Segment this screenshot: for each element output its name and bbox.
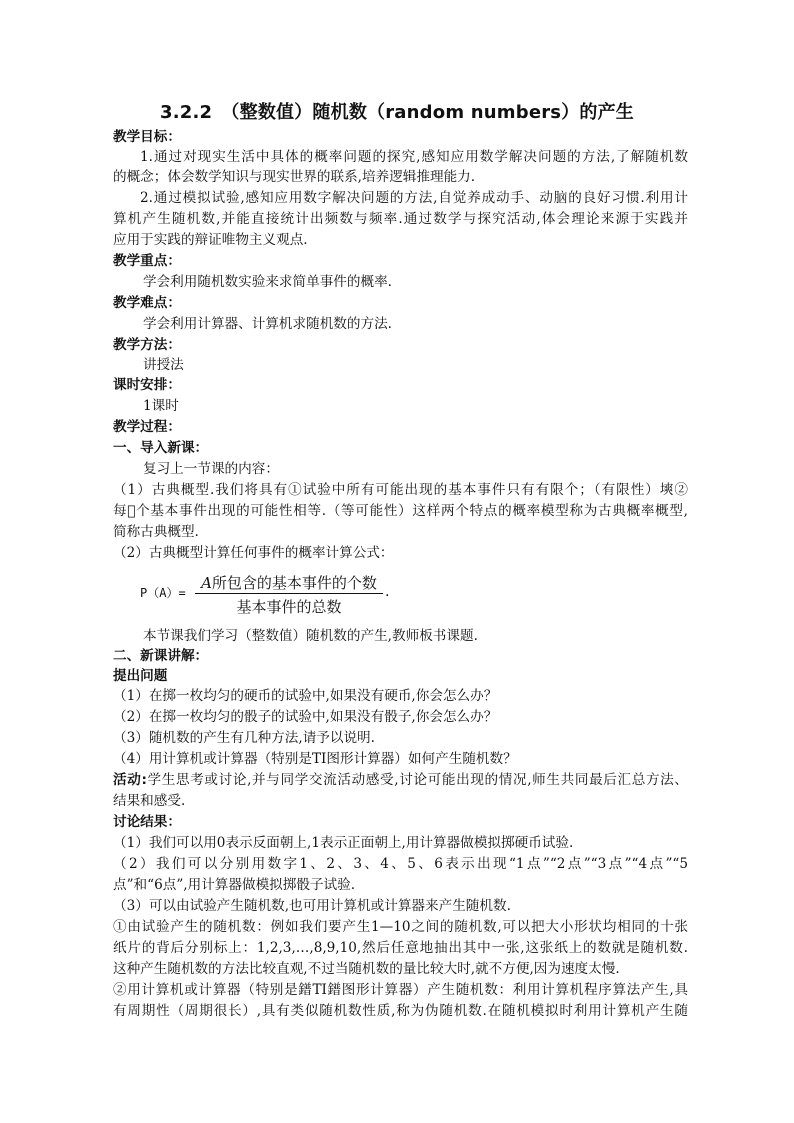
result-3: （3）可以由试验产生随机数,也可用计算机或计算器来产生随机数. xyxy=(113,898,511,914)
example-1c: 这种产生随机数的方法比较直观,不过当随机数的量比较大时,就不方便,因为速度太慢. xyxy=(113,961,620,977)
question-1: （1）在掷一枚均匀的硬币的试验中,如果没有硬币,你会怎么办？ xyxy=(113,688,498,704)
intro-heading: 一、导入新课： xyxy=(113,440,209,456)
result-1: （1）我们可以用0表示反面朝上,1表示正面朝上,用计算器做模拟掷硬币试验. xyxy=(113,835,574,851)
method-heading: 教学方法： xyxy=(113,337,181,353)
question-2: （2）在掷一枚均匀的骰子的试验中,如果没有骰子,你会怎么办？ xyxy=(113,709,498,725)
activity-text-a: 学生思考或讨论,并与同学交流活动感受,讨论可能出现的情况,师生共同最后汇总方法、 xyxy=(146,772,688,788)
example-1a: ①由试验产生的随机数：例如我们要产生1—10之间的随机数,可以把大小形状均相同的十张 xyxy=(113,919,688,935)
example-2b: 有周期性（周期很长）,具有类似随机数性质,称为伪随机数.在随机模拟时利用计算机产生随 xyxy=(113,1003,688,1019)
review-1a: （1）古典概型.我们将具有①试验中所有可能出现的基本事件只有有限个；（有限性）塽② xyxy=(113,482,688,498)
formula-lhs: P（A）= xyxy=(140,586,186,600)
goal-text-1b: 的概念；体会数学知识与现实世界的联系,培养逻辑推理能力. xyxy=(113,169,476,185)
new-lesson-heading: 二、新课讲解： xyxy=(113,648,209,664)
hours-text: 1课时 xyxy=(143,398,179,414)
activity-text-b: 结果和感受. xyxy=(113,793,186,809)
review-text: 复习上一节课的内容： xyxy=(143,461,279,477)
results-heading: 讨论结果： xyxy=(113,814,181,830)
goal-text-2a: 2.通过模拟试验,感知应用数字解决问题的方法,自觉养成动手、动脑的良好习惯.利用计 xyxy=(140,190,688,206)
goal-heading: 教学目标： xyxy=(113,129,181,145)
question-heading: 提出问题 xyxy=(113,668,168,684)
result-2b: 点”和“6点”,用计算器做模拟掷骰子试验. xyxy=(113,877,356,893)
question-4: （4）用计算机或计算器（特别是TI图形计算器）如何产生随机数？ xyxy=(113,751,517,767)
result-2a: （2）我们可以分别用数字1、2、3、4、5、6表示出现“1点”“2点”“3点”“4点”“5 xyxy=(113,856,688,872)
key-text: 学会利用随机数实验来求简单事件的概率. xyxy=(143,274,393,290)
intro-end: 本节课我们学习（整数值）随机数的产生,教师板书课题. xyxy=(143,628,478,644)
fraction-bar xyxy=(195,593,383,594)
difficulty-heading: 教学难点： xyxy=(113,295,181,311)
formula-numerator xyxy=(195,572,383,593)
method-text: 讲授法 xyxy=(143,357,184,373)
goal-text-1a: 1.通过对现实生活中具体的概率问题的探究,感知应用数学解决问题的方法,了解随机数 xyxy=(140,149,688,165)
key-heading: 教学重点： xyxy=(113,253,181,269)
goal-text-2c: 应用于实践的辩证唯物主义观点. xyxy=(113,232,308,248)
example-2a: ②用计算机或计算器（特别是鐠TI鐠图形计算器）产生随机数：利用计算机程序算法产生,具 xyxy=(113,982,688,998)
activity-line-a xyxy=(113,770,688,790)
review-1c: 简称古典概型. xyxy=(113,524,199,540)
goal-text-2b: 算机产生随机数,并能直接统计出频数与频率.通过数学与探究活动,体会理论来源于实践并 xyxy=(113,211,688,227)
process-heading: 教学过程： xyxy=(113,419,181,435)
page-title: 3.2.2 （整数值）随机数（random numbers）的产生 xyxy=(159,102,635,123)
formula-numerator-text: 所包含的基本事件的个数 xyxy=(211,574,377,592)
example-1b: 纸片的背后分别标上：1,2,3,…,8,9,10,然后任意地抽出其中一张,这张纸上的数就是随机数. xyxy=(113,940,688,956)
formula-event-var: A xyxy=(201,574,212,592)
difficulty-text: 学会利用计算器、计算机求随机数的方法. xyxy=(143,316,393,332)
hours-heading: 课时安排： xyxy=(113,377,181,393)
question-3: （3）随机数的产生有几种方法,请予以说明. xyxy=(113,730,375,746)
review-1b: 每 个基本事件出现的可能性相等.（等可能性）这样两个特点的概率模型称为古典概率概型, xyxy=(113,503,688,519)
activity-heading: 活动: xyxy=(113,772,147,788)
formula-denominator: 基本事件的总数 xyxy=(236,598,342,616)
review-2: （2）古典概型计算任何事件的概率计算公式： xyxy=(113,545,394,561)
formula-period: . xyxy=(385,584,390,600)
